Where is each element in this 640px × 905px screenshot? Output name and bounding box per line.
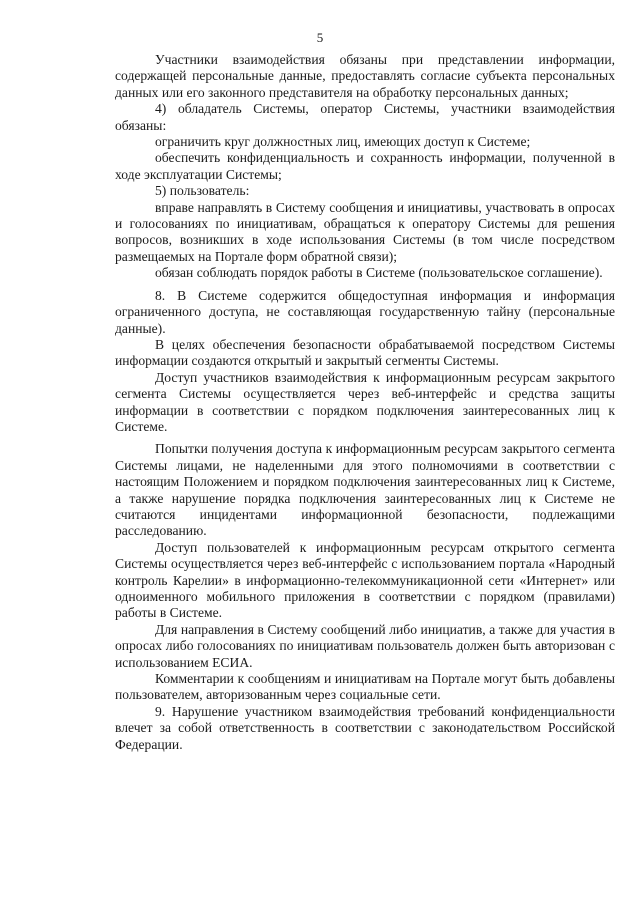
paragraph-item-4: 4) обладатель Системы, оператор Системы, участники взаимодействия обязаны:: [115, 101, 615, 133]
paragraph-section-8: 8. В Системе содержится общедоступная информация и информация ограниченного доступа, не составляющая государственную тайну (персональные данные).: [115, 287, 615, 336]
paragraph-access-attempts: Попытки получения доступа к информационным ресурсам закрытого сегмента Системы лицами, не наделенными для этого полномочиями в соответствии с настоящим Положением и порядком подключения заинтересованных лиц к Системе, а также нарушение порядка подключения заинтересованных лиц к Системе не считаются инцидентами информационной безопасности, подлежащими расследованию.: [115, 441, 615, 539]
paragraph-restrict-access: ограничить круг должностных лиц, имеющих доступ к Системе;: [155, 134, 531, 150]
paragraph-segments: В целях обеспечения безопасности обрабатываемой посредством Системы информации создаются открытый и закрытый сегменты Системы.: [115, 336, 615, 369]
paragraph-user-rights: вправе направлять в Систему сообщения и инициативы, участвовать в опросах и голосованиях по инициативам, обращаться к оператору Системы для решения вопросов, возникших в ходе использования Системы (в том числе посредством размещаемых на Портале форм обратной связи);: [115, 199, 615, 264]
paragraph-consent: Участники взаимодействия обязаны при представлении информации, содержащей персональные данные, предоставлять согласие субъекта персональных данных или его законного представителя на обработку персональных данных;: [115, 52, 615, 100]
page-number: 5: [316, 30, 324, 45]
paragraph-section-9: 9. Нарушение участником взаимодействия требований конфиденциальности влечет за собой ответственность в соответствии с законодательством Российской Федерации.: [115, 703, 615, 752]
paragraph-comments: Комментарии к сообщениям и инициативам на Портале могут быть добавлены пользователем, авторизованным через социальные сети.: [115, 671, 615, 703]
paragraph-user-obligations: обязан соблюдать порядок работы в Системе (пользовательское соглашение).: [155, 265, 603, 281]
document-body: [115, 52, 615, 753]
paragraph-esia-auth: Для направления в Систему сообщений либо инициатив, а также для участия в опросах либо голосованиях по инициативам пользователь должен быть авторизован с использованием ЕСИА.: [115, 621, 615, 670]
paragraph-open-segment-access: Доступ пользователей к информационным ресурсам открытого сегмента Системы осуществляется через веб-интерфейс с использованием портала «Народный контроль Карелии» в информационно-телекоммуникационной сети «Интернет» или одноименного мобильного приложения в соответствии с порядком (правилами) работы в Системе.: [115, 539, 615, 621]
paragraph-closed-segment-access: Доступ участников взаимодействия к информационным ресурсам закрытого сегмента Системы осуществляется через веб-интерфейс и средства защиты информации в соответствии с порядком подключения заинтересованных лиц к Системе.: [115, 369, 615, 434]
paragraph-confidentiality: обеспечить конфиденциальность и сохранность информации, полученной в ходе эксплуатации Системы;: [115, 150, 615, 182]
paragraph-item-5: 5) пользователь:: [155, 183, 250, 199]
